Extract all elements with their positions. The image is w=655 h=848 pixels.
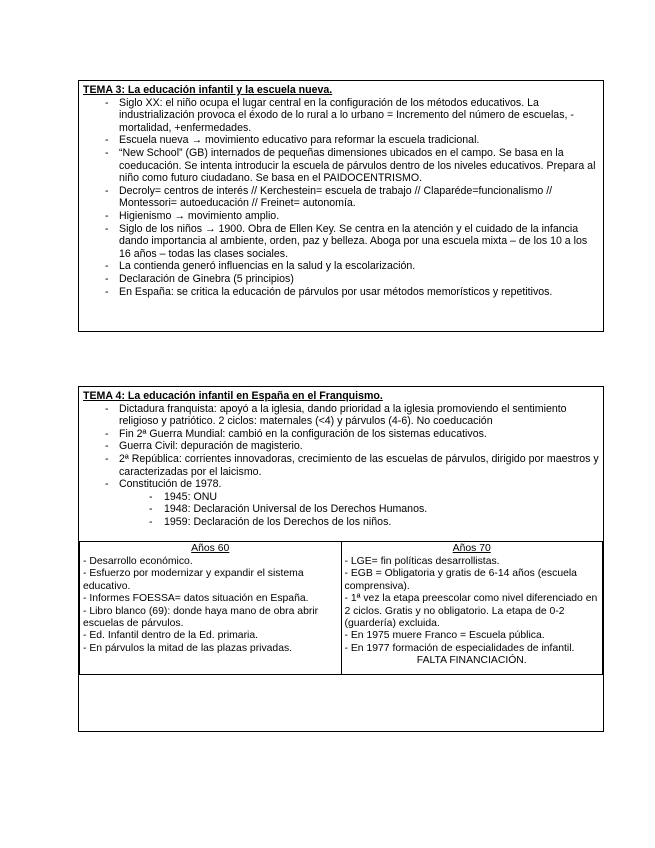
table-line: - Desarrollo económico. [83,555,193,567]
sub-list-item: - 1959: Declaración de los Derechos de los niños. [146,516,599,529]
list-item: - En España: se critica la educación de párvulos por usar métodos memorísticos y repetitivos. [97,286,599,299]
table-line: - En 1977 formación de especialidades de infantil. [344,642,575,654]
table-line: - EGB = Obligatoria y gratis de 6-14 años (escuela comprensiva). [344,568,577,592]
decades-table [79,541,603,675]
tema4-list [83,403,599,529]
col-header-60s: Años 60 [80,541,342,555]
table-line: - 1ª vez la etapa preescolar como nivel diferenciado en 2 ciclos. Gratis y no obligatorio. La etapa de 0-2 (guardería) excluida. [344,593,598,629]
table-line: - Libro blanco (69): donde haya mano de obra abrir escuelas de párvulos. [83,605,319,629]
col-60s-cell [80,555,342,674]
list-item: - Siglo XX: el niño ocupa el lugar central en la configuración de los métodos educativos. La industrialización provoca el éxodo de lo rural a lo urbano = Incremento del número de escuelas, - mortalidad, +enfermedades. [97,97,599,135]
list-item: - Dictadura franquista: apoyó a la iglesia, dando prioridad a la iglesia promoviendo el sentimiento religioso y patriótico. 2 ciclos: maternales (<4) y párvulos (4-6). No coeducación [97,403,599,428]
list-item [97,478,599,528]
tema3-list [83,97,599,299]
sub-list-item: - 1945: ONU [146,491,599,504]
list-item: - Siglo de los niños → 1900. Obra de Ellen Key. Se centra en la atención y el cuidado de la infancia dando importancia al ambiente, orden, paz y belleza. Aboga por una escuela mixta – de los 10 a los 16 años – todas las clases sociales. [97,223,599,261]
table-line: - Informes FOESSA= datos situación en España. [83,593,309,605]
list-item: - La contienda generó influencias en la salud y la escolarización. [97,260,599,273]
table-line: - Ed. Infantil dentro de la Ed. primaria. [83,630,258,642]
list-item: - Guerra Civil: depuración de magisterio. [97,440,599,453]
list-item: - Escuela nueva → movimiento educativo para reformar la escuela tradicional. [97,134,599,147]
table-line: - En 1975 muere Franco = Escuela pública. [344,630,545,642]
tema4-title: TEMA 4: La educación infantil en España en el Franquismo. [83,390,383,402]
tema3-box [78,80,604,332]
col-header-70s: Años 70 [341,541,603,555]
list-item: - Declaración de Ginebra (5 principios) [97,273,599,286]
tema4-box [78,386,604,732]
col-70s-cell [341,555,603,674]
list-item: - 2ª República: corrientes innovadoras, crecimiento de las escuelas de párvulos, dirigido por maestros y caracterizadas por el laicismo. [97,453,599,478]
tema3-title: TEMA 3: La educación infantil y la escuela nueva. [83,84,333,96]
list-item: - Higienismo → movimiento amplio. [97,210,599,223]
list-item: - “New School” (GB) internados de pequeñas dimensiones ubicados en el campo. Se basa en la coeducación. Se intenta introducir la escuela de párvulos dentro de los niveles educativos. Prepara al niño como futuro ciudadano. Se basa en el PAIDOCENTRISMO. [97,147,599,185]
sub-list-item: - 1948: Declaración Universal de los Derechos Humanos. [146,503,599,516]
table-line: - Esfuerzo por modernizar y expandir el sistema educativo. [83,568,304,592]
table-line: - LGE= fin políticas desarrollistas. [344,555,500,567]
list-item-text: Constitución de 1978. [119,478,222,491]
list-item: - Decroly= centros de interés // Kerchestein= escuela de trabajo // Claparéde=funcionalismo // Montessori= autoeducación // Freinet= autonomía. [97,185,599,210]
constitution-sublist [119,491,599,529]
table-line: - En párvulos la mitad de las plazas privadas. [83,642,293,654]
table-footer-note: FALTA FINANCIACIÓN. [416,655,527,667]
list-item: - Fin 2ª Guerra Mundial: cambió en la configuración de los sistemas educativos. [97,428,599,441]
